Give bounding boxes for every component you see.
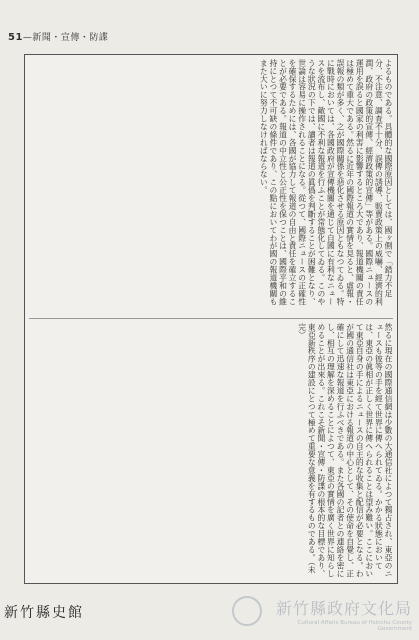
end-mark: （未完）: [297, 323, 317, 574]
archive-seal: 新竹縣史館: [4, 605, 84, 621]
section-title: —新聞・宣傳・防諜: [22, 33, 109, 43]
article-lower-text: 然るに現在の國際通信網は少數の大通信社によつて獨占され、東亞のニュースも彼等の手を經て世界に傳へられてゐる。かかる狀態においては、東亞の眞相が正しく世界に傳へられることは望み難い。ここにおいて東亞自身の手によるニュースの自主的な收集と配信が必要となる。わが國の通信社は東亞における報道の中心として、その使命を自覺し、正確にして迅速な報道を行ふべきである。また各國の記者との連絡を密にし、相互の理解を深めることによつて、東亞の實情を廣く世界に知らしめることが出來る。これこそ新聞・宣傳・防諜の根本的な目標であり、東亞新秩序の建設にとつて極めて重要な意義を有するものである。: [307, 323, 393, 578]
page-header: [8, 30, 108, 43]
article-frame: [24, 54, 398, 584]
bureau-watermark-en: Cultural Affairs Bureau of Hsinchu County Government: [297, 620, 412, 632]
bureau-logo-icon: [232, 596, 262, 626]
article-upper-text: よるものである。具體的な國際原因としては、國ヶ側で「錯力不足分、不注意、調査不十分、誤傳の誘導、販賣政策上の威嚇、經濟的利潤、政府の政策的宣傳、經濟政策的宣傳」等がある。國際ニュースの運用を誤ると國家の利害に影響するところ大であり、報道機關の責任は極めて重大である。然るに近年の國際報道の實情を見ると、虛報・誤報の類が多く、之が國際關係を惡化させる原因ともなつてゐる。特に戰時においては、各國政府が宣傳機關を通じて自國に有利なニュースを流布し、敵國に不利な報道を行ふことが常態化してゐる。このやうな狀況の下では、讀者は報道の眞僞を判斷することが困難となり、世論は容易に操作されることになる。從つて、國際ニュースの正確性を確保するためには、各國が協力して報道の自由と責任を確立することが必要である。報道の中立性と公正性を保つことは、國際平和の維持にとつて不可缺の條件であり、この點においてわが國の報道機關もまた大いに努力しなければならない。: [259, 59, 393, 306]
article-lower-block: [29, 323, 393, 579]
article-upper-block: [29, 59, 393, 313]
bureau-watermark-cn: 新竹縣政府文化局: [275, 599, 412, 618]
bureau-watermark: [262, 596, 412, 632]
page-number: 51: [8, 32, 23, 43]
block-divider: [29, 318, 393, 319]
